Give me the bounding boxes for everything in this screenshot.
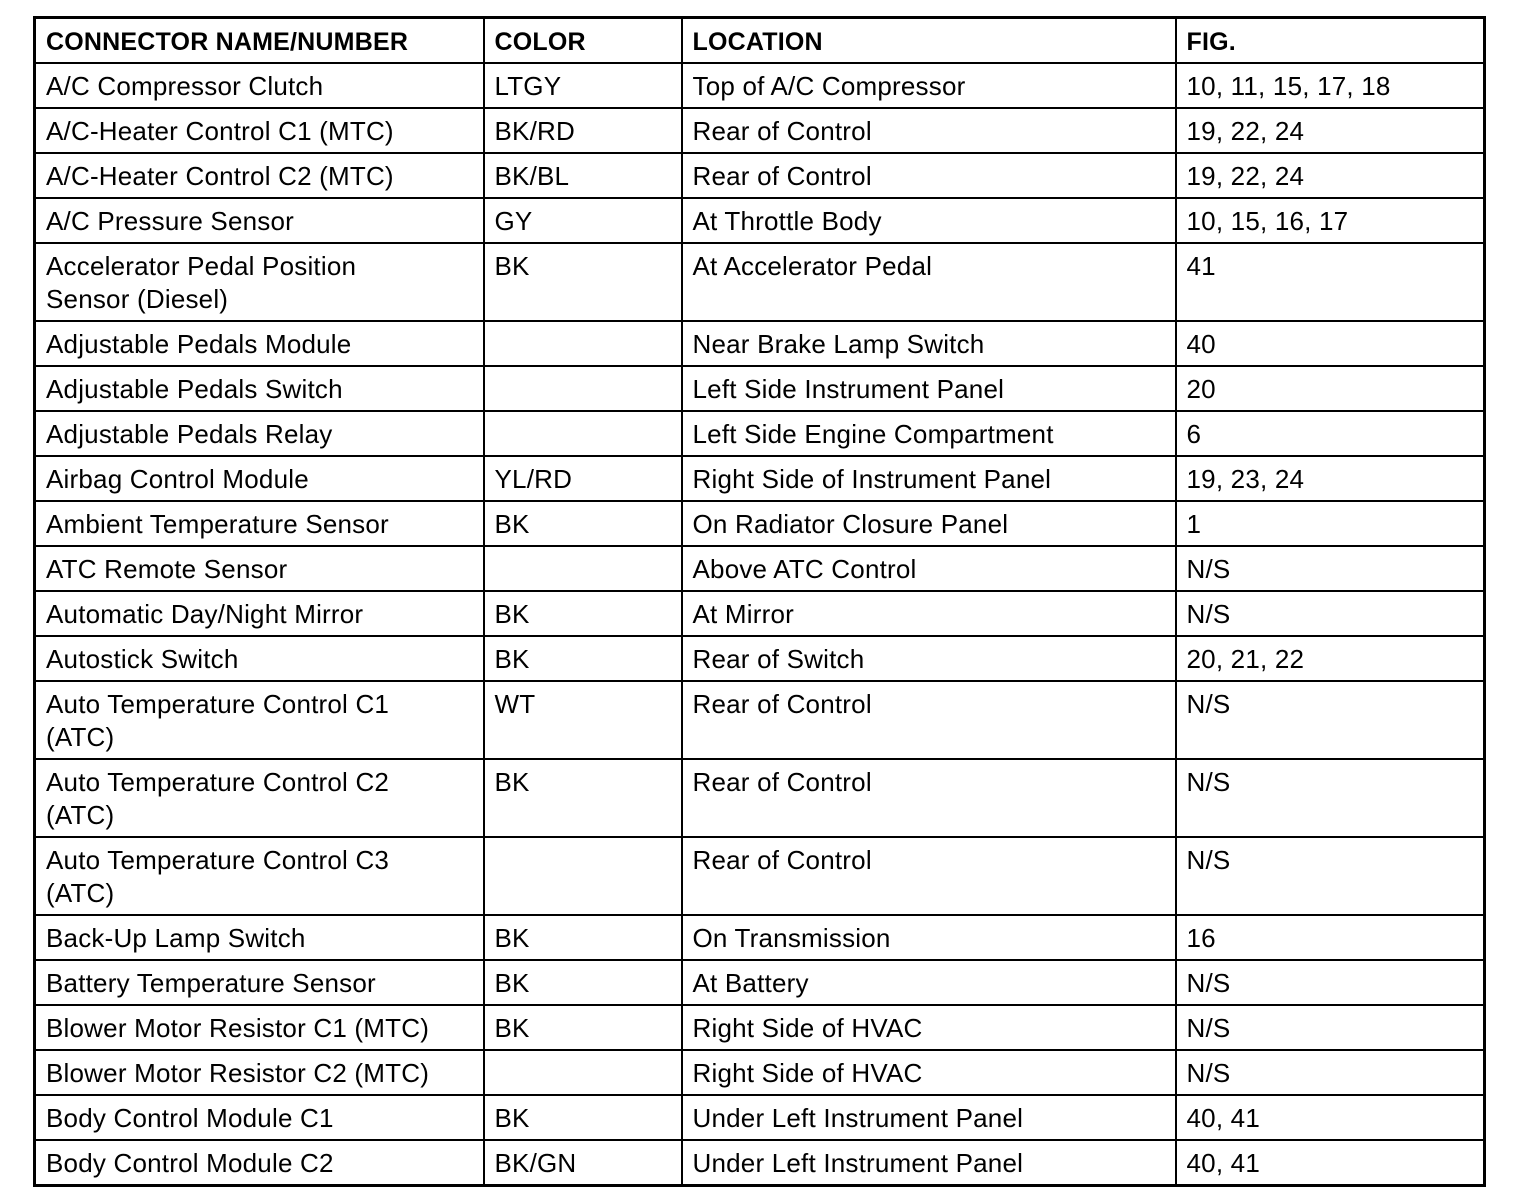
cell-color: BK — [484, 636, 682, 681]
table-row — [35, 591, 1485, 636]
cell-color: BK/BL — [484, 153, 682, 198]
table-row — [35, 759, 1485, 837]
cell-fig: 40, 41 — [1176, 1140, 1485, 1186]
cell-location: At Throttle Body — [682, 198, 1176, 243]
table-row — [35, 837, 1485, 915]
table-row — [35, 108, 1485, 153]
cell-connector-name: Back-Up Lamp Switch — [35, 915, 484, 960]
cell-connector-name: Blower Motor Resistor C1 (MTC) — [35, 1005, 484, 1050]
cell-location: Under Left Instrument Panel — [682, 1140, 1176, 1186]
cell-location: At Mirror — [682, 591, 1176, 636]
cell-fig: 6 — [1176, 411, 1485, 456]
cell-connector-name: Automatic Day/Night Mirror — [35, 591, 484, 636]
cell-location: Right Side of Instrument Panel — [682, 456, 1176, 501]
cell-connector-name: A/C Compressor Clutch — [35, 63, 484, 108]
cell-fig: N/S — [1176, 546, 1485, 591]
cell-connector-name: Auto Temperature Control C2 (ATC) — [35, 759, 484, 837]
table-row — [35, 366, 1485, 411]
cell-fig: N/S — [1176, 837, 1485, 915]
cell-fig: 41 — [1176, 243, 1485, 321]
cell-location: Rear of Control — [682, 681, 1176, 759]
cell-location: Rear of Control — [682, 153, 1176, 198]
cell-connector-name: Battery Temperature Sensor — [35, 960, 484, 1005]
cell-connector-name: A/C-Heater Control C1 (MTC) — [35, 108, 484, 153]
cell-location: Left Side Instrument Panel — [682, 366, 1176, 411]
cell-location: Rear of Control — [682, 108, 1176, 153]
cell-fig: 10, 15, 16, 17 — [1176, 198, 1485, 243]
table-body — [35, 63, 1485, 1186]
cell-location: At Battery — [682, 960, 1176, 1005]
table-row — [35, 1095, 1485, 1140]
cell-color: BK — [484, 243, 682, 321]
cell-connector-name: Blower Motor Resistor C2 (MTC) — [35, 1050, 484, 1095]
cell-color: GY — [484, 198, 682, 243]
cell-location: At Accelerator Pedal — [682, 243, 1176, 321]
header-row — [35, 18, 1485, 64]
cell-fig: 40 — [1176, 321, 1485, 366]
table-row — [35, 1140, 1485, 1186]
table-row — [35, 1050, 1485, 1095]
cell-location: Right Side of HVAC — [682, 1050, 1176, 1095]
table-row — [35, 1005, 1485, 1050]
cell-connector-name: Ambient Temperature Sensor — [35, 501, 484, 546]
cell-color — [484, 411, 682, 456]
cell-color: BK/GN — [484, 1140, 682, 1186]
header-location: LOCATION — [682, 18, 1176, 64]
cell-fig: N/S — [1176, 1050, 1485, 1095]
cell-location: Near Brake Lamp Switch — [682, 321, 1176, 366]
cell-color: WT — [484, 681, 682, 759]
cell-fig: 10, 11, 15, 17, 18 — [1176, 63, 1485, 108]
cell-fig: N/S — [1176, 960, 1485, 1005]
cell-connector-name: Adjustable Pedals Module — [35, 321, 484, 366]
cell-color — [484, 546, 682, 591]
table-row — [35, 456, 1485, 501]
cell-fig: 1 — [1176, 501, 1485, 546]
cell-color: BK — [484, 915, 682, 960]
cell-connector-name: A/C-Heater Control C2 (MTC) — [35, 153, 484, 198]
cell-location: Right Side of HVAC — [682, 1005, 1176, 1050]
cell-color: BK — [484, 1005, 682, 1050]
cell-color — [484, 837, 682, 915]
table-row — [35, 153, 1485, 198]
cell-fig: 20, 21, 22 — [1176, 636, 1485, 681]
cell-color: BK — [484, 591, 682, 636]
table-row — [35, 198, 1485, 243]
cell-connector-name: Body Control Module C2 — [35, 1140, 484, 1186]
cell-connector-name: A/C Pressure Sensor — [35, 198, 484, 243]
cell-connector-name: Adjustable Pedals Switch — [35, 366, 484, 411]
cell-fig: 19, 22, 24 — [1176, 153, 1485, 198]
cell-connector-name: ATC Remote Sensor — [35, 546, 484, 591]
cell-connector-name: Body Control Module C1 — [35, 1095, 484, 1140]
cell-color: BK/RD — [484, 108, 682, 153]
cell-location: Left Side Engine Compartment — [682, 411, 1176, 456]
cell-fig: N/S — [1176, 759, 1485, 837]
cell-location: Rear of Switch — [682, 636, 1176, 681]
table-row — [35, 960, 1485, 1005]
cell-fig: 20 — [1176, 366, 1485, 411]
table-header — [35, 18, 1485, 64]
cell-color: YL/RD — [484, 456, 682, 501]
table-row — [35, 411, 1485, 456]
table-row — [35, 63, 1485, 108]
cell-fig: 19, 23, 24 — [1176, 456, 1485, 501]
cell-color: LTGY — [484, 63, 682, 108]
cell-fig: N/S — [1176, 591, 1485, 636]
cell-location: Rear of Control — [682, 759, 1176, 837]
table-row — [35, 636, 1485, 681]
cell-connector-name: Airbag Control Module — [35, 456, 484, 501]
connector-table — [33, 16, 1486, 1187]
cell-fig: 19, 22, 24 — [1176, 108, 1485, 153]
cell-location: Above ATC Control — [682, 546, 1176, 591]
cell-fig: 16 — [1176, 915, 1485, 960]
cell-location: On Transmission — [682, 915, 1176, 960]
cell-color — [484, 366, 682, 411]
cell-color — [484, 1050, 682, 1095]
cell-location: On Radiator Closure Panel — [682, 501, 1176, 546]
cell-connector-name: Adjustable Pedals Relay — [35, 411, 484, 456]
header-fig: FIG. — [1176, 18, 1485, 64]
cell-fig: 40, 41 — [1176, 1095, 1485, 1140]
table-row — [35, 546, 1485, 591]
cell-fig: N/S — [1176, 1005, 1485, 1050]
table-row — [35, 915, 1485, 960]
cell-connector-name: Accelerator Pedal Position Sensor (Diesel) — [35, 243, 484, 321]
table-row — [35, 243, 1485, 321]
cell-color: BK — [484, 501, 682, 546]
table-row — [35, 501, 1485, 546]
table-row — [35, 681, 1485, 759]
cell-fig: N/S — [1176, 681, 1485, 759]
header-connector-name: CONNECTOR NAME/NUMBER — [35, 18, 484, 64]
cell-connector-name: Auto Temperature Control C1 (ATC) — [35, 681, 484, 759]
cell-connector-name: Autostick Switch — [35, 636, 484, 681]
cell-location: Under Left Instrument Panel — [682, 1095, 1176, 1140]
cell-color: BK — [484, 1095, 682, 1140]
cell-connector-name: Auto Temperature Control C3 (ATC) — [35, 837, 484, 915]
cell-color: BK — [484, 960, 682, 1005]
cell-location: Top of A/C Compressor — [682, 63, 1176, 108]
table-row — [35, 321, 1485, 366]
cell-color — [484, 321, 682, 366]
header-color: COLOR — [484, 18, 682, 64]
cell-location: Rear of Control — [682, 837, 1176, 915]
cell-color: BK — [484, 759, 682, 837]
